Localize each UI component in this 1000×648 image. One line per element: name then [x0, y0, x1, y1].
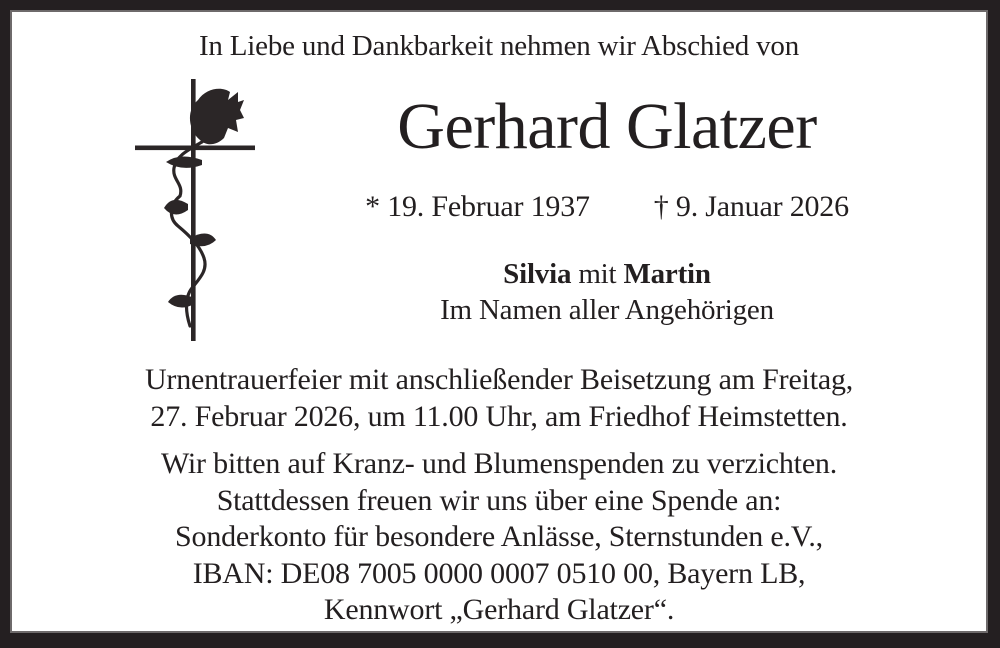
funeral-line-1: Urnentrauerfeier mit anschließender Beisetzung am Freitag, — [144, 363, 854, 396]
donation-info — [12, 446, 986, 629]
notice-inner — [10, 10, 988, 633]
rose-leaf — [168, 295, 194, 308]
mourner-name-1: Silvia — [503, 258, 572, 290]
life-dates — [212, 188, 1000, 226]
mourners-separator: mit — [571, 258, 624, 290]
mourner-name-2: Martin — [623, 258, 711, 290]
rose-leaf — [166, 156, 202, 167]
funeral-line-2: 27. Februar 2026, um 11.00 Uhr, am Friedhof Heimstetten. — [150, 400, 848, 433]
donation-line-4: IBAN: DE08 7005 0000 0007 0510 00, Bayern LB, — [192, 556, 806, 590]
donation-line-1: Wir bitten auf Kranz- und Blumenspenden zu verzichten. — [160, 447, 838, 480]
mourners-line — [212, 256, 1000, 292]
family-block — [212, 256, 1000, 328]
deceased-name: Gerhard Glatzer — [397, 90, 817, 163]
funeral-info — [12, 361, 986, 435]
intro-line: In Liebe und Dankbarkeit nehmen wir Abschied von — [198, 30, 800, 62]
donation-line-2: Stattdessen freuen wir uns über eine Spende an: — [216, 483, 782, 517]
donation-line-3: Sonderkonto für besondere Anlässe, Sternstunden e.V., — [175, 520, 823, 553]
death-date: † 9. Januar 2026 — [653, 190, 849, 223]
family-line: Im Namen aller Angehörigen — [440, 294, 774, 326]
birth-date: * 19. Februar 1937 — [365, 190, 590, 223]
donation-line-5: Kennwort „Gerhard Glatzer“. — [323, 593, 675, 626]
